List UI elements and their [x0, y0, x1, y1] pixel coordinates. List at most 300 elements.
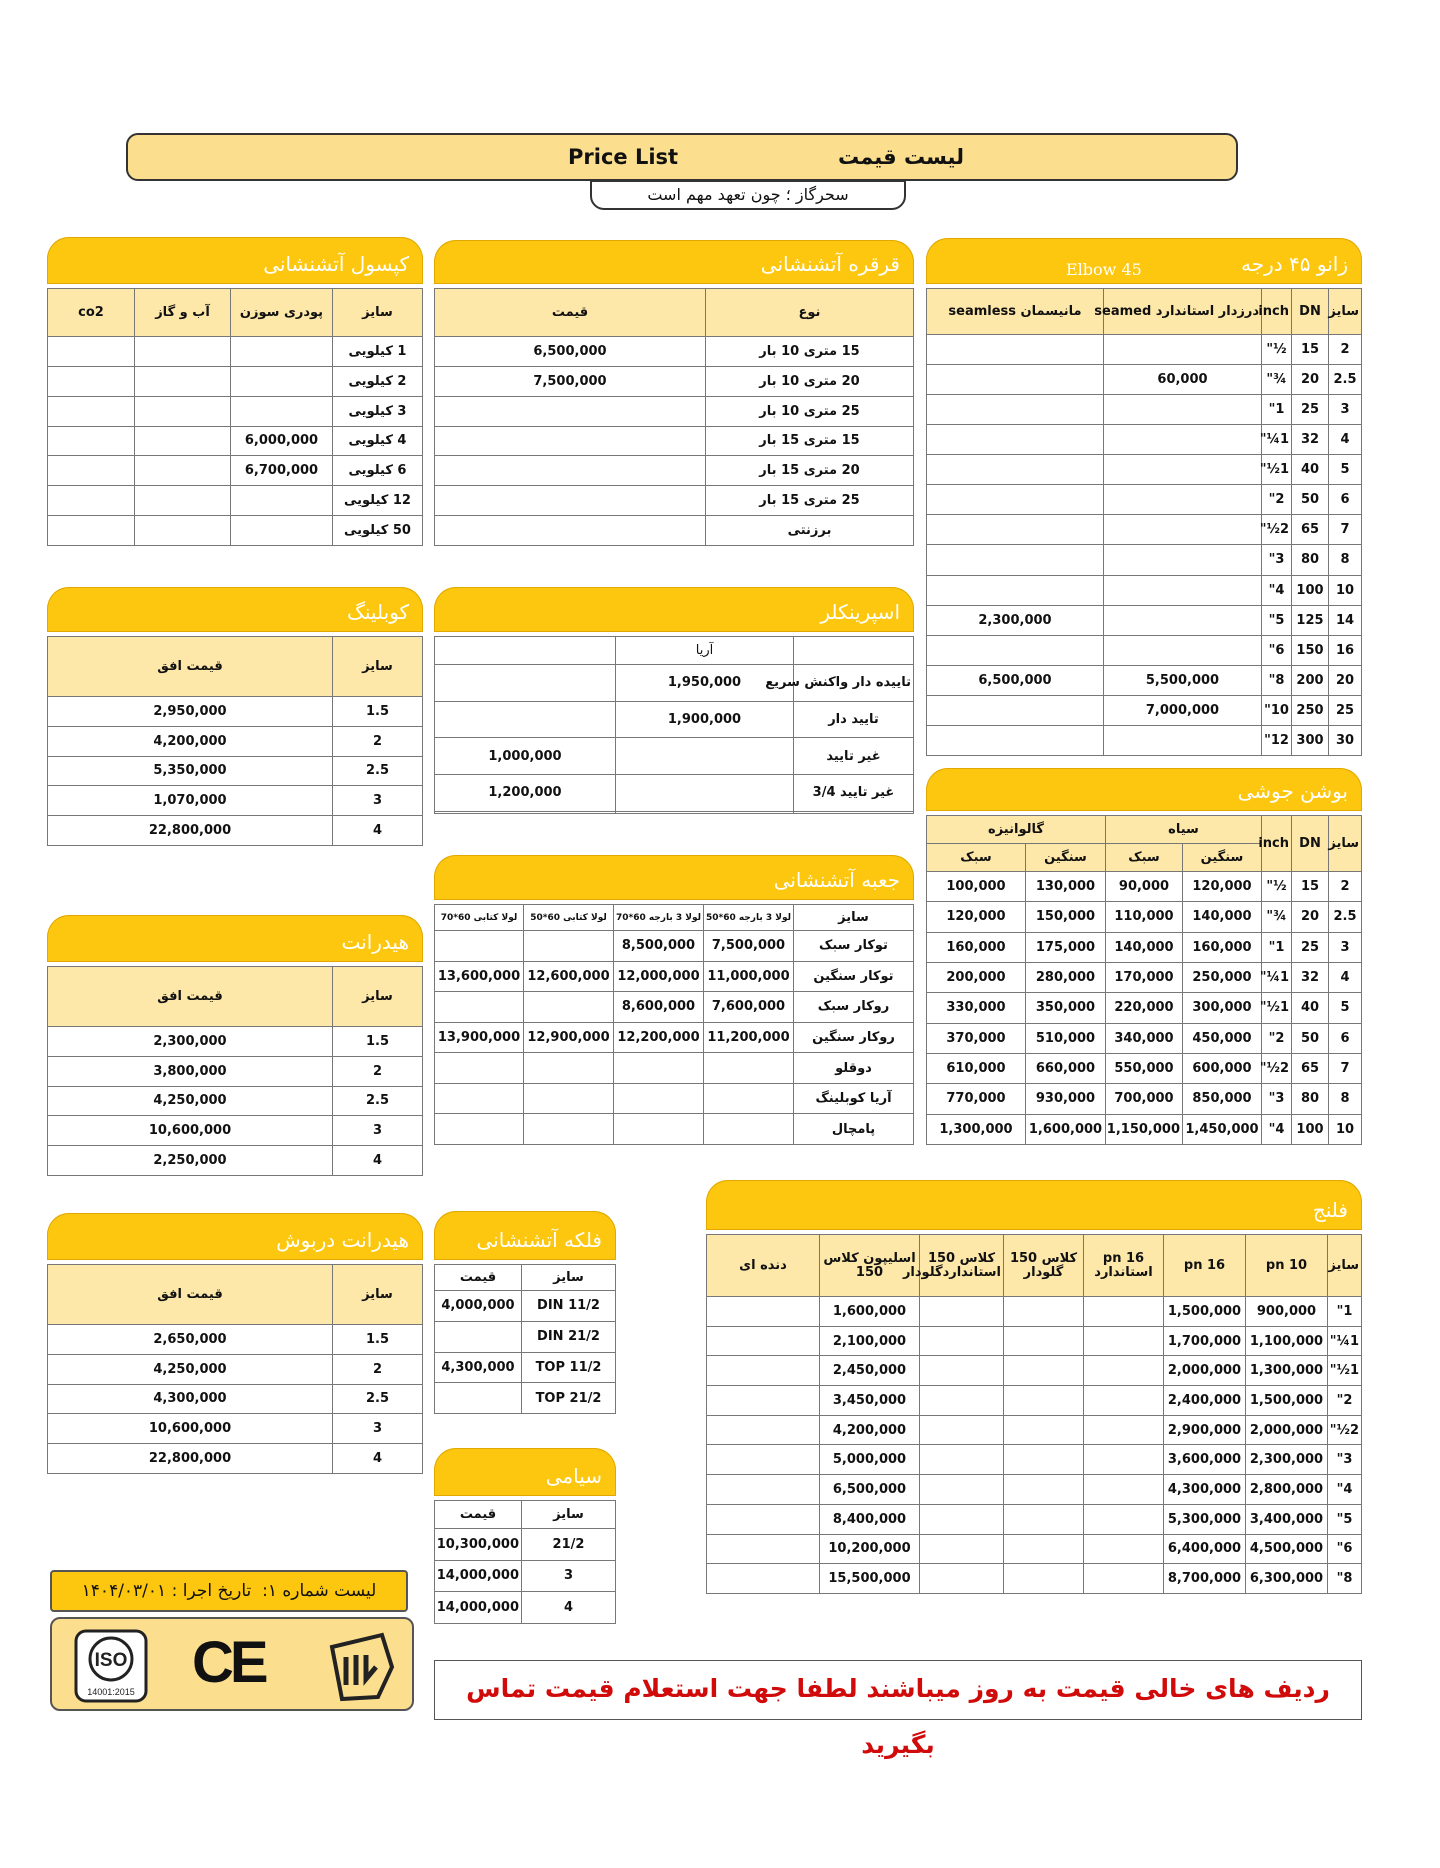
table-cell	[1104, 635, 1262, 665]
table-cell	[920, 1445, 1004, 1475]
table-cell: 2,950,000	[48, 697, 333, 727]
table-cell: 8	[1329, 1084, 1362, 1114]
table-cell: 8,400,000	[820, 1504, 920, 1534]
siamese-table	[434, 1500, 616, 1624]
table-cell: 20 متری 15 بار	[706, 456, 914, 486]
table-cell: 6,500,000	[435, 337, 706, 367]
table-cell: 4	[333, 1146, 423, 1176]
capsule-tab	[47, 237, 423, 287]
table-cell: 160,000	[1183, 932, 1262, 962]
table-cell: 2½"	[1262, 1053, 1292, 1083]
table-cell: 2.5	[1329, 902, 1362, 932]
table-cell	[48, 516, 135, 546]
table-cell: 300,000	[1183, 993, 1262, 1023]
table-cell: 12,900,000	[524, 1022, 614, 1053]
iso-logo-icon	[74, 1629, 148, 1703]
table-cell: 25 متری 15 بار	[706, 486, 914, 516]
col-header: سبک	[927, 844, 1026, 872]
table-row	[48, 1056, 423, 1086]
table-cell	[1004, 1445, 1084, 1475]
table-cell: تاییده دار واکنش سریع	[794, 665, 914, 702]
notice: ردیف های خالی قیمت به روز میباشند لطفا جهت استعلام قیمت تماس بگیرید	[434, 1660, 1362, 1720]
table-cell: 1,000,000	[435, 738, 616, 775]
table-row	[435, 1114, 914, 1145]
table-cell: 1½"	[1262, 455, 1292, 485]
table-cell: 2,450,000	[820, 1356, 920, 1386]
table-cell	[927, 695, 1104, 725]
table-cell: 1.5	[333, 697, 423, 727]
col-header: لولا 3 بارجه 60*50	[704, 905, 794, 931]
table-cell: 5"	[1262, 605, 1292, 635]
col-header: قیمت	[435, 1265, 522, 1291]
table-cell: 4	[522, 1592, 616, 1624]
table-cell: 450,000	[1183, 1023, 1262, 1053]
table-cell	[920, 1326, 1004, 1356]
table-cell: 2.5	[333, 1086, 423, 1116]
table-row	[707, 1326, 1362, 1356]
table-cell	[927, 575, 1104, 605]
table-row	[435, 1560, 616, 1592]
table-row	[927, 902, 1362, 932]
table-cell	[1004, 1297, 1084, 1327]
table-cell	[435, 486, 706, 516]
table-cell: 2"	[1262, 485, 1292, 515]
table-cell	[614, 1114, 704, 1145]
table-row	[927, 575, 1362, 605]
table-row	[927, 545, 1362, 575]
table-cell	[435, 396, 706, 426]
table-row	[927, 395, 1362, 425]
table-cell: 4"	[1328, 1475, 1362, 1505]
col-header: قیمت	[435, 289, 706, 337]
table-cell: 340,000	[1106, 1023, 1183, 1053]
table-cell	[48, 396, 135, 426]
table-cell: 2	[1329, 872, 1362, 902]
table-cell: 370,000	[927, 1023, 1026, 1053]
table-cell: 2,300,000	[927, 605, 1104, 635]
col-header: اسلیپون کلاس 150	[820, 1235, 920, 1297]
table-row	[927, 425, 1362, 455]
capsule-title: کپسول آتشنشانی	[263, 252, 409, 276]
table-cell	[1004, 1534, 1084, 1564]
table-row	[48, 486, 423, 516]
table-cell: 150,000	[1026, 902, 1106, 932]
table-row	[927, 1114, 1362, 1144]
col-header: درزدار استاندارد seamed	[1104, 289, 1262, 335]
table-cell: 25	[1329, 695, 1362, 725]
table-cell: 2,250,000	[48, 1146, 333, 1176]
col-header: سایز	[1329, 289, 1362, 335]
table-cell	[135, 337, 231, 367]
table-cell	[707, 1534, 820, 1564]
table-cell	[1084, 1475, 1164, 1505]
table-cell	[435, 1053, 524, 1084]
table-cell: 3,600,000	[1164, 1445, 1246, 1475]
table-row	[435, 931, 914, 962]
table-cell	[927, 335, 1104, 365]
table-cell: 100	[1292, 575, 1329, 605]
table-cell	[704, 1083, 794, 1114]
table-cell: 8,700,000	[1164, 1564, 1246, 1594]
table-cell	[1004, 1504, 1084, 1534]
table-row	[707, 1564, 1362, 1594]
table-row	[48, 726, 423, 756]
table-cell	[48, 486, 135, 516]
col-header: پودری سوزن	[231, 289, 333, 337]
table-cell	[1104, 335, 1262, 365]
table-cell: 20	[1292, 902, 1329, 932]
table-cell	[707, 1475, 820, 1505]
table-cell: 15 متری 10 بار	[706, 337, 914, 367]
table-row	[48, 1414, 423, 1444]
table-cell: 4"	[1262, 575, 1292, 605]
table-cell: 7,500,000	[435, 366, 706, 396]
table-row	[48, 426, 423, 456]
table-cell	[435, 1083, 524, 1114]
table-cell: 1½"	[1328, 1356, 1362, 1386]
table-cell	[1084, 1534, 1164, 1564]
table-cell: 150	[1292, 635, 1329, 665]
table-cell: 1,070,000	[48, 786, 333, 816]
table-row	[435, 811, 914, 813]
table-row	[927, 635, 1362, 665]
table-cell: 330,000	[927, 993, 1026, 1023]
table-cell: 90,000	[1106, 872, 1183, 902]
list-number-box	[50, 1570, 408, 1612]
table-row	[927, 993, 1362, 1023]
col-header: آریا	[616, 637, 794, 665]
table-cell: 1¼"	[1262, 962, 1292, 992]
table-cell	[1084, 1326, 1164, 1356]
table-cell: 3	[522, 1560, 616, 1592]
valve-title: فلکه آتشنشانی	[476, 1228, 602, 1252]
elbow-title: زانو ۴۵ درجه	[1241, 252, 1348, 276]
elbow-table	[926, 288, 1362, 756]
table-cell	[435, 811, 616, 813]
table-cell: 3 کیلویی	[333, 396, 423, 426]
col-header: DN	[1292, 289, 1329, 335]
table-cell: 4,300,000	[435, 1352, 522, 1383]
table-cell: 2,650,000	[48, 1325, 333, 1355]
table-row	[927, 872, 1362, 902]
table-row	[48, 366, 423, 396]
valve-table	[434, 1264, 616, 1414]
table-cell: 4,300,000	[1164, 1475, 1246, 1505]
table-cell	[1104, 605, 1262, 635]
col-header: سایز	[522, 1265, 616, 1291]
table-cell: 1,450,000	[1183, 1114, 1262, 1144]
table-row	[927, 605, 1362, 635]
table-row	[435, 337, 914, 367]
table-row	[48, 516, 423, 546]
table-cell: 600,000	[1183, 1053, 1262, 1083]
table-row	[435, 1352, 616, 1383]
table-cell	[707, 1356, 820, 1386]
table-cell: 120,000	[1183, 872, 1262, 902]
table-row	[48, 697, 423, 727]
table-cell	[1084, 1297, 1164, 1327]
table-cell: 40	[1292, 993, 1329, 1023]
table-cell	[920, 1415, 1004, 1445]
col-header: pn 16 استاندارد	[1084, 1235, 1164, 1297]
table-cell	[794, 811, 914, 813]
table-cell: 7,600,000	[704, 992, 794, 1023]
table-cell: 60,000	[1104, 365, 1262, 395]
table-cell	[48, 337, 135, 367]
table-cell: 11/2 TOP	[522, 1352, 616, 1383]
col-header: دنده ای	[707, 1235, 820, 1297]
table-cell: ½"	[1262, 335, 1292, 365]
table-row	[48, 1444, 423, 1474]
siamese-tab	[434, 1448, 616, 1499]
table-cell	[435, 1383, 522, 1414]
table-cell	[1104, 485, 1262, 515]
table-cell: 700,000	[1106, 1084, 1183, 1114]
table-cell	[614, 1083, 704, 1114]
table-cell	[1104, 725, 1262, 755]
table-cell	[920, 1534, 1004, 1564]
table-cell: تایید دار	[794, 701, 914, 738]
hydrant-table	[47, 966, 423, 1176]
table-cell: 6,500,000	[927, 665, 1104, 695]
table-cell: 6 کیلویی	[333, 456, 423, 486]
table-cell	[48, 426, 135, 456]
siamese-title: سیامی	[545, 1464, 602, 1488]
table-row	[707, 1504, 1362, 1534]
table-cell	[231, 337, 333, 367]
table-cell: 7	[1329, 1053, 1362, 1083]
col-header: لولا 3 بارجه 60*70	[614, 905, 704, 931]
table-cell	[927, 395, 1104, 425]
table-cell: ¾"	[1262, 365, 1292, 395]
valve-tab	[434, 1211, 616, 1263]
table-cell	[524, 1114, 614, 1145]
table-cell: 160,000	[927, 932, 1026, 962]
table-cell	[435, 701, 616, 738]
table-cell: 20 متری 10 بار	[706, 366, 914, 396]
table-cell: دوقلو	[794, 1053, 914, 1084]
table-cell: 1"	[1262, 932, 1292, 962]
table-cell: پامچال	[794, 1114, 914, 1145]
table-cell	[231, 396, 333, 426]
table-cell: 3"	[1262, 545, 1292, 575]
table-cell: 10	[1329, 1114, 1362, 1144]
table-cell	[927, 365, 1104, 395]
table-cell: 125	[1292, 605, 1329, 635]
table-cell: 5,500,000	[1104, 665, 1262, 695]
table-cell: 2 کیلویی	[333, 366, 423, 396]
table-cell: 3,450,000	[820, 1386, 920, 1416]
table-cell: 6,500,000	[820, 1475, 920, 1505]
table-cell: 1,150,000	[1106, 1114, 1183, 1144]
hydrant-title: هیدرانت	[341, 930, 409, 954]
table-cell	[1104, 515, 1262, 545]
table-cell: 2,900,000	[1164, 1415, 1246, 1445]
table-cell	[920, 1564, 1004, 1594]
table-cell: 7,500,000	[704, 931, 794, 962]
table-row	[435, 701, 914, 738]
table-cell: 6,700,000	[231, 456, 333, 486]
table-cell: 2	[1329, 335, 1362, 365]
table-cell	[707, 1504, 820, 1534]
table-cell: 40	[1292, 455, 1329, 485]
table-cell: 20	[1329, 665, 1362, 695]
reel-tab	[434, 240, 914, 287]
table-cell: 900,000	[1246, 1297, 1328, 1327]
table-cell: 2	[333, 1354, 423, 1384]
table-cell: 32	[1292, 962, 1329, 992]
table-cell: 4 کیلویی	[333, 426, 423, 456]
table-row	[435, 665, 914, 702]
table-cell: 1,600,000	[820, 1297, 920, 1327]
table-cell	[707, 1415, 820, 1445]
table-cell: 10,200,000	[820, 1534, 920, 1564]
table-cell: 1 کیلویی	[333, 337, 423, 367]
table-cell: 2½"	[1262, 515, 1292, 545]
table-cell: 14,000,000	[435, 1592, 522, 1624]
table-cell: 3"	[1328, 1445, 1362, 1475]
table-cell: 15 متری 15 بار	[706, 426, 914, 456]
table-row	[435, 396, 914, 426]
col-header: سنگین	[1026, 844, 1106, 872]
table-cell	[1084, 1415, 1164, 1445]
table-row	[48, 396, 423, 426]
table-cell: 100,000	[927, 872, 1026, 902]
table-cell: 1"	[1262, 395, 1292, 425]
table-cell	[704, 1114, 794, 1145]
table-row	[707, 1534, 1362, 1564]
table-cell: 300	[1292, 725, 1329, 755]
table-cell: 3,400,000	[1246, 1504, 1328, 1534]
table-cell	[707, 1326, 820, 1356]
table-cell: 1,300,000	[927, 1114, 1026, 1144]
table-cell: 6"	[1262, 635, 1292, 665]
table-cell	[927, 635, 1104, 665]
table-cell: 8	[1329, 545, 1362, 575]
title-fa: لیست قیمت	[838, 145, 964, 169]
table-cell: 930,000	[1026, 1084, 1106, 1114]
table-cell	[135, 426, 231, 456]
table-cell: 2"	[1262, 1023, 1292, 1053]
table-cell	[135, 366, 231, 396]
col-header: قیمت	[435, 1501, 522, 1529]
table-cell	[435, 456, 706, 486]
slogan: سحرگاز ؛ چون تعهد مهم است	[590, 180, 906, 210]
table-cell: 22,800,000	[48, 1444, 333, 1474]
coupling-tab	[47, 587, 423, 635]
table-cell: 510,000	[1026, 1023, 1106, 1053]
table-cell	[1104, 395, 1262, 425]
table-cell: 3,800,000	[48, 1056, 333, 1086]
table-cell	[1004, 1386, 1084, 1416]
table-cell: 7,000,000	[1104, 695, 1262, 725]
table-row	[435, 961, 914, 992]
coupling-table	[47, 636, 423, 846]
table-cell: 65	[1292, 515, 1329, 545]
table-cell: 10,600,000	[48, 1414, 333, 1444]
table-row	[435, 1529, 616, 1561]
col-header: سبک	[1106, 844, 1183, 872]
table-cell: روکار سنگین	[794, 1022, 914, 1053]
table-row	[927, 725, 1362, 755]
table-cell: 3	[1329, 932, 1362, 962]
table-row	[435, 1592, 616, 1624]
table-cell: 140,000	[1183, 902, 1262, 932]
table-cell: 4,500,000	[1246, 1534, 1328, 1564]
table-cell: توکار سبک	[794, 931, 914, 962]
table-cell: 25 متری 10 بار	[706, 396, 914, 426]
col-header: آب و گاز	[135, 289, 231, 337]
table-cell: 2,100,000	[820, 1326, 920, 1356]
table-row	[707, 1415, 1362, 1445]
table-cell: ¾"	[1262, 902, 1292, 932]
table-cell: توکار سنگین	[794, 961, 914, 992]
table-row	[927, 695, 1362, 725]
hydrant-brush-table	[47, 1264, 423, 1474]
table-cell: 2,400,000	[1164, 1386, 1246, 1416]
table-cell: 20	[1292, 365, 1329, 395]
table-cell: 1.5	[333, 1027, 423, 1057]
table-cell: 14,000,000	[435, 1560, 522, 1592]
table-cell: 1½"	[1262, 993, 1292, 1023]
table-cell	[1004, 1415, 1084, 1445]
table-cell	[707, 1386, 820, 1416]
table-cell: 4	[1329, 425, 1362, 455]
table-row	[435, 992, 914, 1023]
table-row	[435, 1083, 914, 1114]
table-cell: 1,600,000	[1026, 1114, 1106, 1144]
table-cell: 21/2	[522, 1529, 616, 1561]
table-cell: 100	[1292, 1114, 1329, 1144]
table-cell: 1,300,000	[1246, 1356, 1328, 1386]
table-cell	[524, 992, 614, 1023]
table-cell: 10,600,000	[48, 1116, 333, 1146]
table-row	[48, 337, 423, 367]
table-cell	[524, 1053, 614, 1084]
table-cell: 1.5	[333, 1325, 423, 1355]
cert-box	[50, 1617, 414, 1711]
table-cell	[707, 1564, 820, 1594]
table-cell	[616, 811, 794, 813]
table-cell: 4,300,000	[48, 1384, 333, 1414]
table-cell	[435, 931, 524, 962]
sprinkler-table	[434, 636, 914, 814]
table-cell	[435, 665, 616, 702]
table-cell	[927, 725, 1104, 755]
col-header: pn 16	[1164, 1235, 1246, 1297]
table-cell: 130,000	[1026, 872, 1106, 902]
col-header: سایز	[1329, 816, 1362, 872]
table-row	[435, 516, 914, 546]
table-cell: 5,000,000	[820, 1445, 920, 1475]
table-row	[48, 1146, 423, 1176]
flange-tab	[706, 1180, 1362, 1233]
table-cell: غیر تایید 3/4	[794, 775, 914, 812]
isiri-standard-icon	[322, 1627, 400, 1705]
table-cell: 6"	[1328, 1534, 1362, 1564]
table-cell: 3	[333, 1414, 423, 1444]
table-cell: 2,000,000	[1246, 1415, 1328, 1445]
table-cell: 10	[1329, 575, 1362, 605]
table-cell: 3	[1329, 395, 1362, 425]
table-cell	[927, 545, 1104, 575]
table-cell: 50	[1292, 1023, 1329, 1053]
table-row	[927, 1084, 1362, 1114]
table-cell	[927, 425, 1104, 455]
table-row	[927, 485, 1362, 515]
table-cell: 2	[333, 726, 423, 756]
table-row	[707, 1475, 1362, 1505]
